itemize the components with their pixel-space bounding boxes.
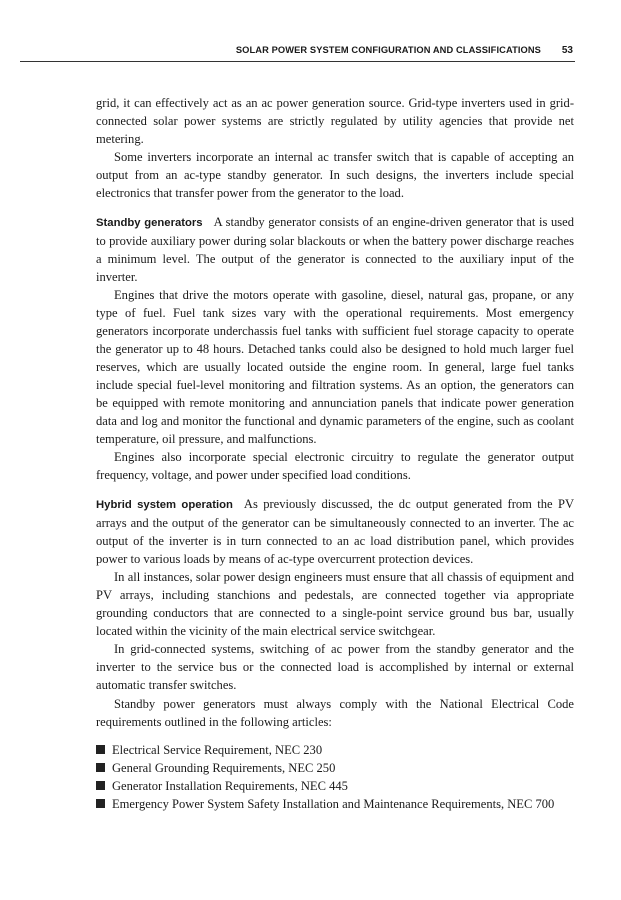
paragraph-grounding: In all instances, solar power design engineers must ensure that all chassis of equipment and PV arrays, including stanchions and pedestals, are connected together via appropriate grounding conductors that are connected to a single-point service ground bus bar, usually located within the vicinity of the main electrical service switchgear. bbox=[96, 570, 574, 639]
running-head bbox=[20, 45, 575, 62]
section-hybrid-system-operation bbox=[96, 495, 574, 568]
paragraph-engine-circuitry: Engines also incorporate special electronic circuitry to regulate the generator output frequency, voltage, and power under specified load conditions. bbox=[96, 450, 574, 483]
square-bullet-icon bbox=[96, 781, 105, 790]
paragraph-nec-requirements: Standby power generators must always comply with the National Electrical Code requirements outlined in the following articles: bbox=[96, 696, 574, 729]
standby-generators-heading: Standby generators bbox=[96, 217, 203, 230]
square-bullet-icon bbox=[96, 799, 105, 808]
hybrid-system-heading: Hybrid system operation bbox=[96, 499, 233, 512]
running-head-title: SOLAR POWER SYSTEM CONFIGURATION AND CLASSIFICATIONS bbox=[235, 45, 541, 55]
list-item: Emergency Power System Safety Installation and Maintenance Requirements, NEC 700 bbox=[96, 795, 574, 813]
standby-generators-text: A standby generator consists of an engine-driven generator that is used to provide auxiliary power during solar blackouts or when the battery power discharge reaches a minimum level. The output of the generator is connected to the auxiliary input of the inverter. bbox=[96, 215, 574, 285]
square-bullet-icon bbox=[96, 763, 105, 772]
paragraph-transfer-switch: Some inverters incorporate an internal ac transfer switch that is capable of accepting an output from an ac-type standby generator. In such designs, the inverters include special electronics that transfer power from the generator to the load. bbox=[96, 150, 574, 201]
page-number: 53 bbox=[561, 45, 573, 56]
square-bullet-icon bbox=[96, 745, 105, 754]
list-item: Generator Installation Requirements, NEC 445 bbox=[96, 777, 574, 795]
paragraph-switching: In grid-connected systems, switching of ac power from the standby generator and the inverter to the service bus or the connected load is accomplished by internal or external automatic transfer switches. bbox=[96, 642, 574, 693]
paragraph-grid-inverters: grid, it can effectively act as an ac power generation source. Grid-type inverters used in grid-connected solar power systems are strictly regulated by utility agencies that provide net metering. bbox=[96, 96, 574, 147]
section-standby-generators bbox=[96, 213, 574, 286]
hybrid-system-text: As previously discussed, the dc output generated from the PV arrays and the output of the generator can be simultaneously connected to an inverter. The ac output of the inverter is in turn connected to an ac load distribution panel, which provides power to various loads by means of ac-type overcurrent protection devices. bbox=[96, 497, 574, 567]
page-body bbox=[96, 94, 574, 813]
paragraph-engine-fuel: Engines that drive the motors operate with gasoline, diesel, natural gas, propane, or any type of fuel. Fuel tank sizes vary with the operational requirements. Most emergency generators incorporate underchassis fuel tanks with sufficient fuel storage capacity to operate the generator up to 48 hours. Detached tanks could also be designed to hold much larger fuel reserves, which are usually located outside the engine room. In general, large fuel tanks include special fuel-level monitoring and filtration systems. As an option, the generators can be equipped with remote monitoring and annunciation panels that indicate power generation data and log and monitor the functional and dynamic parameters of the engine, such as coolant temperature, oil pressure, and malfunctions. bbox=[96, 288, 574, 447]
nec-articles-list bbox=[96, 741, 574, 813]
list-item: Electrical Service Requirement, NEC 230 bbox=[96, 741, 574, 759]
list-item: General Grounding Requirements, NEC 250 bbox=[96, 759, 574, 777]
